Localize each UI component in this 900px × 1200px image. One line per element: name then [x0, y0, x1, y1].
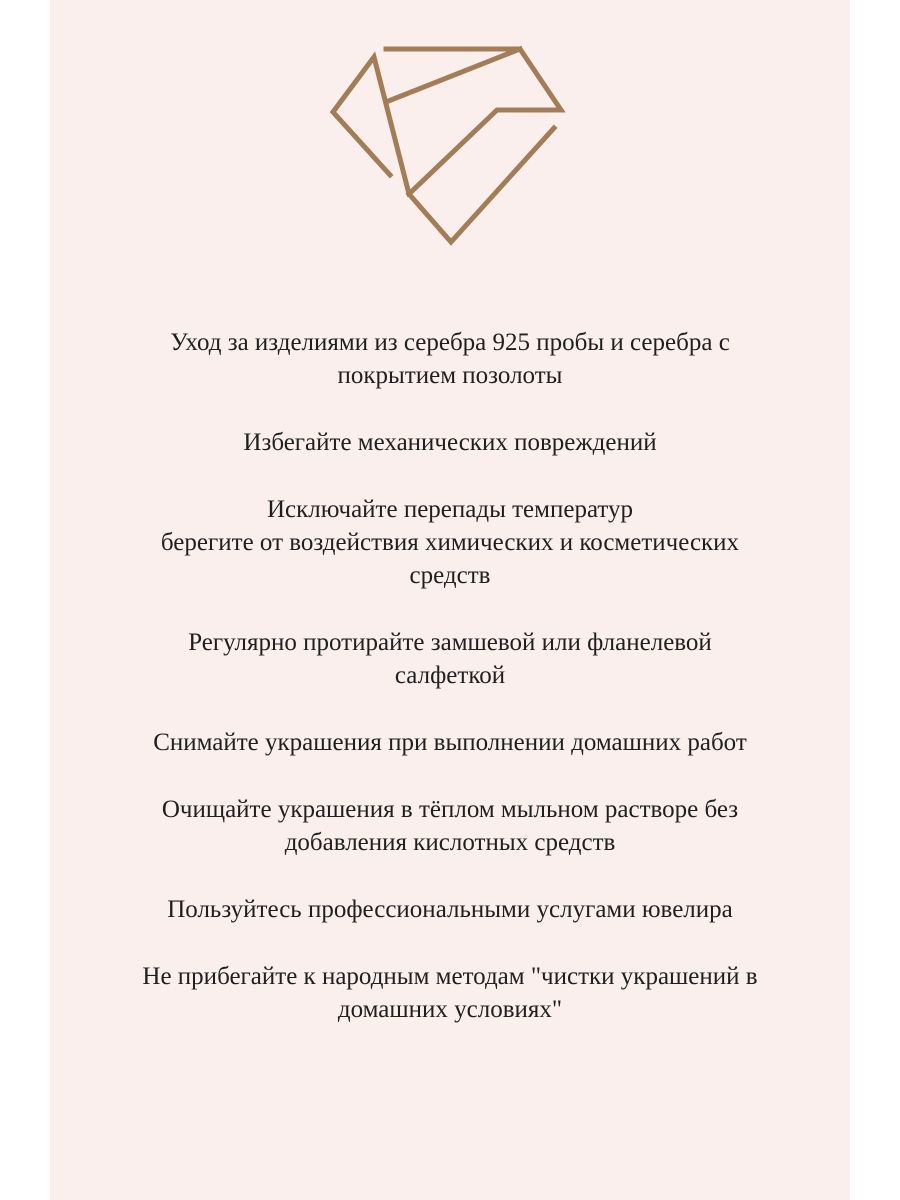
care-item-mechanical: Избегайте механических повреждений — [243, 429, 657, 456]
diamond-outline-icon — [0, 0, 900, 260]
care-instructions — [50, 326, 850, 1060]
care-item-remove: Снимайте украшения при выполнении домашних работ — [153, 729, 747, 756]
care-title: Уход за изделиями из серебра 925 пробы и серебра с покрытием позолоты — [170, 329, 730, 389]
care-item-folk-methods: Не прибегайте к народным методам "чистки украшений в домашних условиях" — [142, 963, 758, 1023]
care-item-jeweler: Пользуйтесь профессиональными услугами ювелира — [167, 896, 733, 923]
care-item-wipe: Регулярно протирайте замшевой или фланелевой салфеткой — [188, 629, 712, 689]
care-item-temperature: Исключайте перепады температур берегите от воздействия химических и косметических средств — [160, 496, 740, 589]
care-item-clean: Очищайте украшения в тёплом мыльном растворе без добавления кислотных средств — [161, 796, 739, 856]
